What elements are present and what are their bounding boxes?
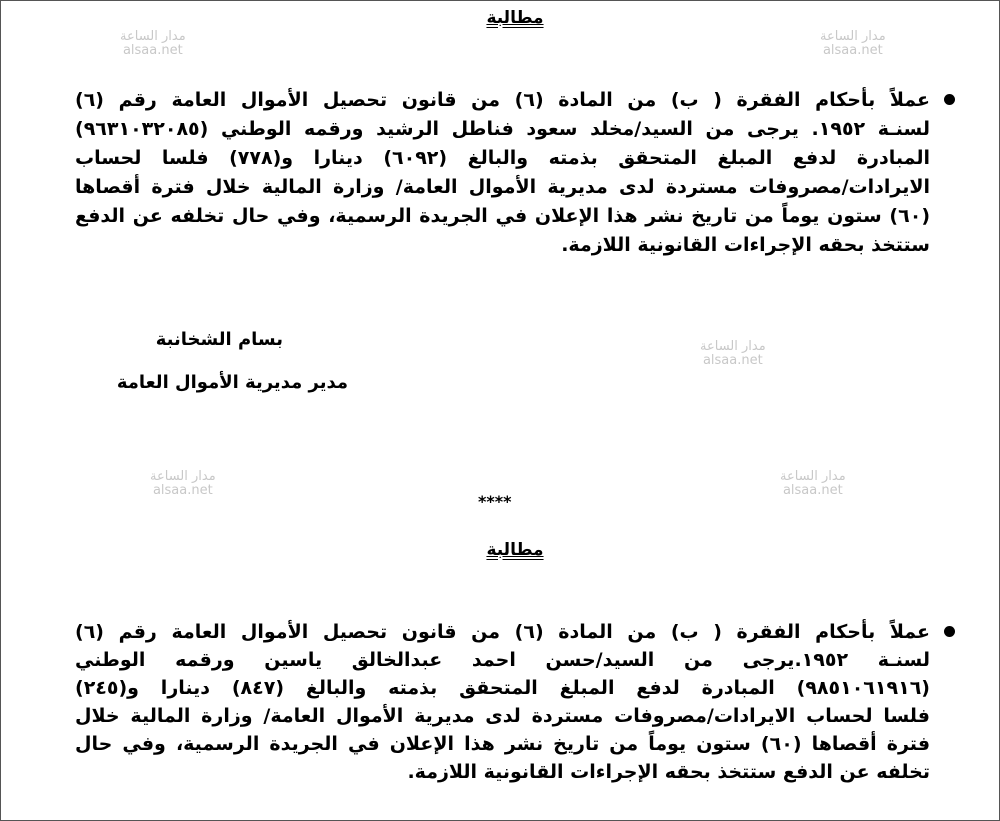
paragraph-line: عملاً بأحكام الفقرة ( ب) من المادة (٦) من قانون تحصيل الأموال العامة رقم (٦) — [75, 621, 930, 643]
paragraph-line: عملاً بأحكام الفقرة ( ب) من المادة (٦) من قانون تحصيل الأموال العامة رقم (٦) — [75, 89, 930, 111]
paragraph-line: (٩٨٥١٠٦١٩١٦) المبادرة لدفع المبلغ المتحقق بذمته والبالغ (٨٤٧) دينارا و(٢٤٥) — [75, 677, 930, 699]
watermark-latin: alsaa.net — [152, 483, 213, 498]
watermark-arabic: مدار الساعة — [150, 469, 216, 484]
paragraph-line: لسنـة ١٩٥٢.يرجى من السيد/حسن احمد عبدالخالق ياسين ورقمه الوطني — [75, 649, 930, 671]
paragraph-line: فلسا لحساب الايرادات/مصروفات مستردة لدى مديرية الأموال العامة/ وزارة المالية خلال — [75, 705, 930, 727]
notice-title-2: مطالبة — [486, 540, 544, 560]
paragraph-line: المبادرة لدفع المبلغ المتحقق بذمته والبالغ (٦٠٩٢) دينارا و(٧٧٨) فلسا لحساب — [75, 147, 930, 169]
notice-paragraph-1 — [75, 86, 930, 260]
paragraph-line: ستتخذ بحقه الإجراءات القانونية اللازمة. — [561, 234, 930, 256]
paragraph-line: الايرادات/مصروفات مستردة لدى مديرية الأموال العامة/ وزارة المالية خلال فترة أقصاها — [75, 176, 930, 198]
notice-paragraph-2 — [75, 618, 930, 786]
watermark — [780, 470, 846, 498]
notice-title-1: مطالبة — [486, 8, 544, 28]
bullet-icon — [944, 94, 955, 105]
watermark-latin: alsaa.net — [822, 43, 883, 58]
paragraph-line: تخلفه عن الدفع ستتخذ بحقه الإجراءات القانونية اللازمة. — [407, 761, 930, 783]
bullet-icon — [944, 626, 955, 637]
watermark-arabic: مدار الساعة — [780, 469, 846, 484]
paragraph-line: لسنـة ١٩٥٢. يرجى من السيد/مخلد سعود فناطل الرشيد ورقمه الوطني (٩٦٣١٠٣٢٠٨٥) — [75, 118, 930, 140]
watermark — [120, 30, 186, 58]
watermark — [150, 470, 216, 498]
paragraph-line: (٦٠) ستون يوماً من تاريخ نشر هذا الإعلان في الجريدة الرسمية، وفي حال تخلفه عن الدفع — [75, 205, 930, 227]
watermark-arabic: مدار الساعة — [700, 339, 766, 354]
signature-position: مدير مديرية الأموال العامة — [116, 372, 348, 393]
watermark-latin: alsaa.net — [782, 483, 843, 498]
watermark — [700, 340, 766, 368]
separator: **** — [478, 492, 512, 511]
watermark-arabic: مدار الساعة — [120, 29, 186, 44]
watermark — [820, 30, 886, 58]
watermark-arabic: مدار الساعة — [820, 29, 886, 44]
watermark-latin: alsaa.net — [122, 43, 183, 58]
signature-name: بسام الشخانبة — [155, 329, 283, 350]
paragraph-line: فترة أقصاها (٦٠) ستون يوماً من تاريخ نشر هذا الإعلان في الجريدة الرسمية، وفي حال — [75, 733, 930, 755]
watermark-latin: alsaa.net — [702, 353, 763, 368]
